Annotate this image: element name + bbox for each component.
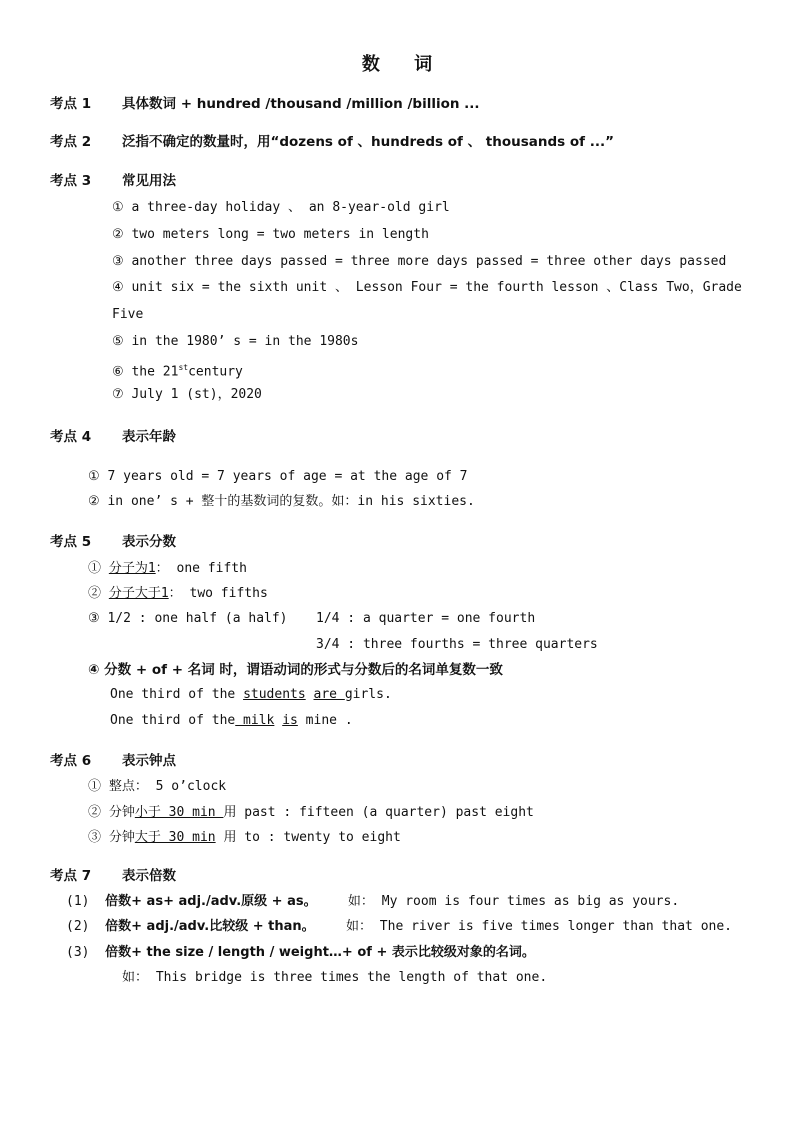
section-1-label: 考点 1	[50, 96, 92, 112]
s6-item-1: ① 整点： 5 o’clock	[88, 779, 227, 794]
s3-item-1: ① a three-day holiday 、 an 8-year-old girl	[112, 200, 450, 215]
section-3-label: 考点 3	[50, 173, 92, 189]
s5-example-1	[110, 686, 392, 704]
section-6	[50, 752, 176, 770]
s5-item-2-underlined: 分子大于1	[108, 586, 169, 601]
s5-ex2-a: One third of the	[110, 713, 236, 728]
s5-item-2	[88, 585, 268, 603]
s5-ex1-b	[306, 687, 314, 702]
section-6-heading: 表示钟点	[122, 753, 176, 769]
s3-item-5: ⑤ in the 1980’ s = in the 1980s	[112, 334, 359, 349]
s5-item-1-num: ①	[88, 561, 102, 576]
s6-item-3	[88, 829, 401, 847]
section-6-label: 考点 6	[50, 753, 92, 769]
section-4	[50, 428, 176, 446]
section-3-heading: 常见用法	[122, 173, 176, 189]
s7-item-1-rule: 倍数+ as+ adj./adv.原级 + as。	[105, 894, 317, 909]
s5-item-2-text: ： two fifths	[168, 586, 268, 601]
section-1	[50, 95, 480, 113]
s5-ex1-students: students	[243, 687, 306, 702]
s5-item-2-num: ②	[88, 586, 102, 601]
s7-item-1-example: 如： My room is four times as big as yours.	[347, 894, 680, 909]
s7-item-3	[66, 944, 535, 962]
section-7-label: 考点 7	[50, 868, 92, 884]
s5-ex1-c: girls.	[344, 687, 392, 702]
section-5-label: 考点 5	[50, 534, 92, 550]
s7-item-3-num: (3)	[66, 945, 90, 960]
section-7-heading: 表示倍数	[122, 868, 176, 884]
s6-item-3-a: ③ 分钟	[88, 830, 135, 845]
section-2-label: 考点 2	[50, 134, 92, 150]
s6-item-2	[88, 804, 534, 822]
section-2	[50, 133, 614, 151]
s5-item-3-a: ③ 1/2 : one half (a half)	[88, 611, 288, 626]
s5-item-3-c: 3/4 : three fourths = three quarters	[316, 637, 598, 652]
s3-item-3: ③ another three days passed = three more days passed = three other days passed	[112, 254, 727, 269]
s7-item-1-num: (1)	[66, 894, 90, 909]
s5-item-1-underlined: 分子为1	[108, 561, 156, 576]
s3-item-6-a: ⑥ the 21	[112, 364, 179, 380]
s3-item-6	[112, 359, 243, 381]
section-5-heading: 表示分数	[122, 534, 176, 550]
s6-item-2-underlined: 小于 30 min	[134, 805, 224, 820]
s3-item-7: ⑦ July 1 (st)，2020	[112, 387, 262, 402]
section-5	[50, 533, 176, 551]
s3-item-6-sup: st	[178, 363, 189, 372]
section-1-text: 具体数词 + hundred /thousand /million /billion ...	[122, 96, 480, 112]
section-4-heading: 表示年龄	[122, 429, 176, 445]
s5-ex2-c: mine .	[297, 713, 353, 728]
s6-item-2-a: ② 分钟	[88, 805, 135, 820]
s5-item-3-b: 1/4 : a quarter = one fourth	[316, 611, 536, 626]
s7-item-3-rule: 倍数+ the size / length / weight…+ of + 表示比较级对象的名词。	[105, 945, 535, 960]
s3-item-4-cont: Five	[112, 307, 144, 322]
s5-item-4: ④ 分数 + of + 名词 时，谓语动词的形式与分数后的名词单复数一致	[88, 662, 503, 678]
s6-item-2-b: 用 past : fifteen (a quarter) past eight	[223, 805, 534, 820]
s7-item-2-num: (2)	[66, 919, 90, 934]
s5-ex1-are: are	[313, 687, 345, 702]
section-7	[50, 867, 176, 885]
s7-item-3-example: 如： This bridge is three times the length of that one.	[122, 970, 548, 985]
s4-item-2: ② in one’ s + 整十的基数词的复数。如：in his sixties.	[88, 494, 475, 509]
s6-item-3-b: 用 to : twenty to eight	[215, 830, 401, 845]
s7-item-2-example: 如： The river is five times longer than that one.	[345, 919, 732, 934]
s7-item-1	[66, 893, 679, 911]
s5-ex2-milk: milk	[235, 713, 275, 728]
s4-item-1: ① 7 years old = 7 years of age = at the age of 7	[88, 469, 468, 484]
s5-item-1	[88, 560, 247, 578]
s7-item-2-rule: 倍数+ adj./adv.比较级 + than。	[105, 919, 315, 934]
s3-item-4: ④ unit six = the sixth unit 、 Lesson Four = the fourth lesson 、Class Two，Grade	[112, 280, 742, 295]
s3-item-6-b: century	[188, 364, 243, 380]
s5-item-1-text: ： one fifth	[155, 561, 247, 576]
s5-example-2	[110, 712, 353, 730]
s5-ex1-a: One third of the	[110, 687, 244, 702]
section-3	[50, 172, 176, 190]
page-title: 数 词	[361, 54, 447, 75]
s3-item-2: ② two meters long = two meters in length	[112, 227, 429, 242]
s5-ex2-is: is	[282, 713, 298, 728]
s7-item-2	[66, 918, 732, 936]
section-4-label: 考点 4	[50, 429, 92, 445]
section-2-text: 泛指不确定的数量时，用“dozens of 、hundreds of 、 thousands of ...”	[122, 134, 614, 150]
s6-item-3-underlined: 大于 30 min	[134, 830, 216, 845]
